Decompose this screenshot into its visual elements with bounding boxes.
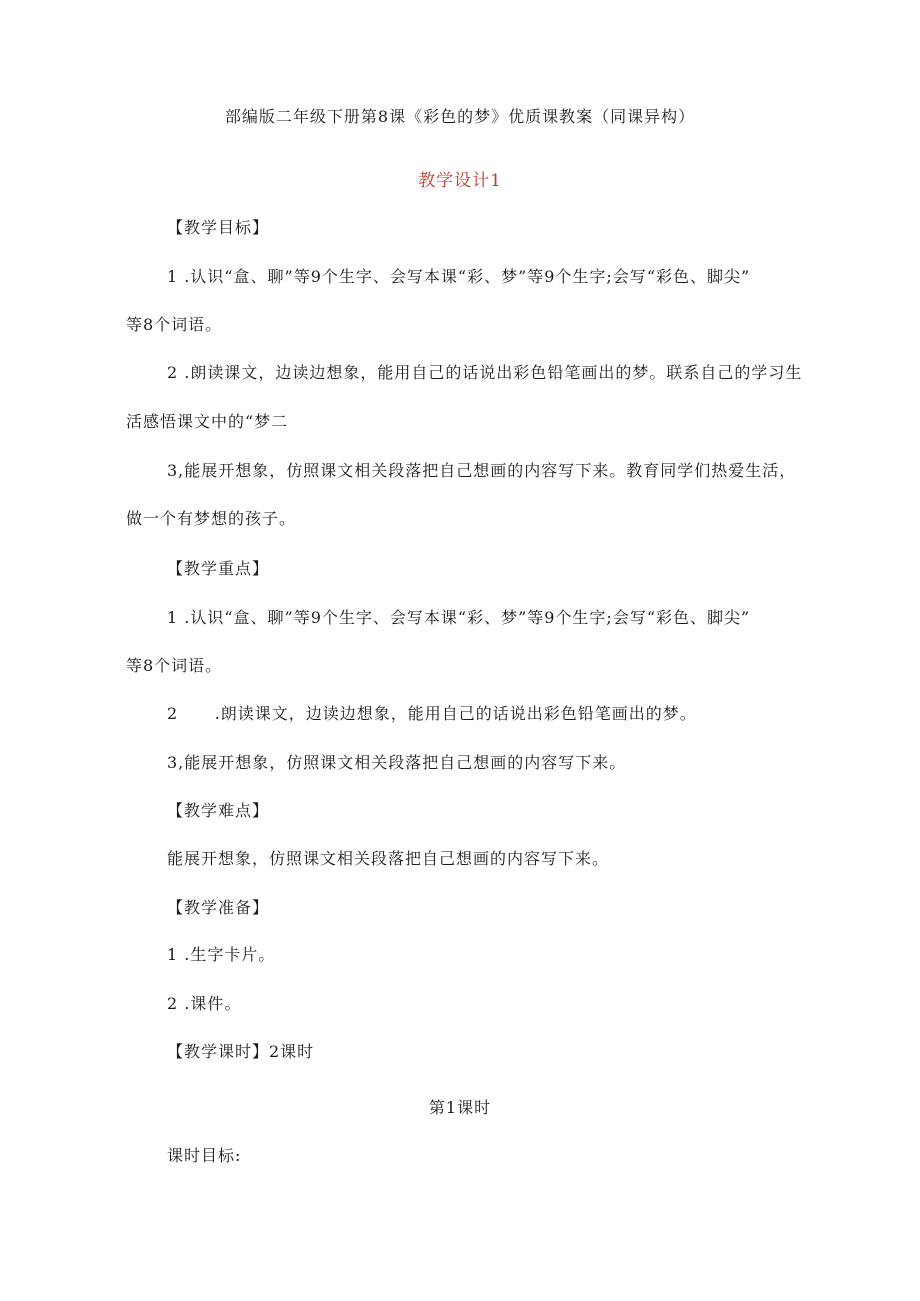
key-points-heading: 【教学重点】 <box>167 559 270 578</box>
lesson-1-heading: 第1课时 <box>428 1098 492 1117</box>
goal-item-1: 1 .认识“盒、聊”等9个生字、会写本课“彩、梦”等9个生字;会写“彩色、脚尖” <box>167 267 751 286</box>
preparation-item-2: 2 .课件。 <box>167 994 242 1013</box>
difficulties-text: 能展开想象，仿照课文相关段落把自己想画的内容写下来。 <box>167 849 610 868</box>
goals-heading: 【教学目标】 <box>167 218 270 237</box>
document-title: 部编版二年级下册第8课《彩色的梦》优质课教案（同课异构） <box>224 107 696 126</box>
difficulties-heading: 【教学难点】 <box>167 801 270 820</box>
goal-item-2: 2 .朗读课文，边读边想象，能用自己的话说出彩色铅笔画出的梦。联系自己的学习生 <box>167 363 803 382</box>
key-point-item-1: 1 .认识“盒、聊”等9个生字、会写本课“彩、梦”等9个生字;会写“彩色、脚尖” <box>167 608 751 627</box>
section-subtitle: 教学设计1 <box>418 171 502 191</box>
key-point-item-1-cont: 等8个词语。 <box>126 656 223 675</box>
goal-item-3: 3,能展开想象，仿照课文相关段落把自己想画的内容写下来。教育同学们热爱生活， <box>167 461 797 480</box>
goal-item-3-cont: 做一个有梦想的孩子。 <box>126 509 297 528</box>
key-point-item-3: 3,能展开想象，仿照课文相关段落把自己想画的内容写下来。 <box>167 753 627 772</box>
goal-item-2-cont: 活感悟课文中的“梦二 <box>126 412 289 431</box>
goal-item-1-cont: 等8个词语。 <box>126 315 223 334</box>
preparation-item-1: 1 .生字卡片。 <box>167 945 276 964</box>
key-point-item-2: 2 .朗读课文，边读边想象，能用自己的话说出彩色铅笔画出的梦。 <box>167 704 697 723</box>
teaching-hours: 【教学课时】2课时 <box>167 1042 315 1061</box>
preparation-heading: 【教学准备】 <box>167 898 270 917</box>
lesson-objectives-label: 课时目标: <box>167 1146 242 1165</box>
